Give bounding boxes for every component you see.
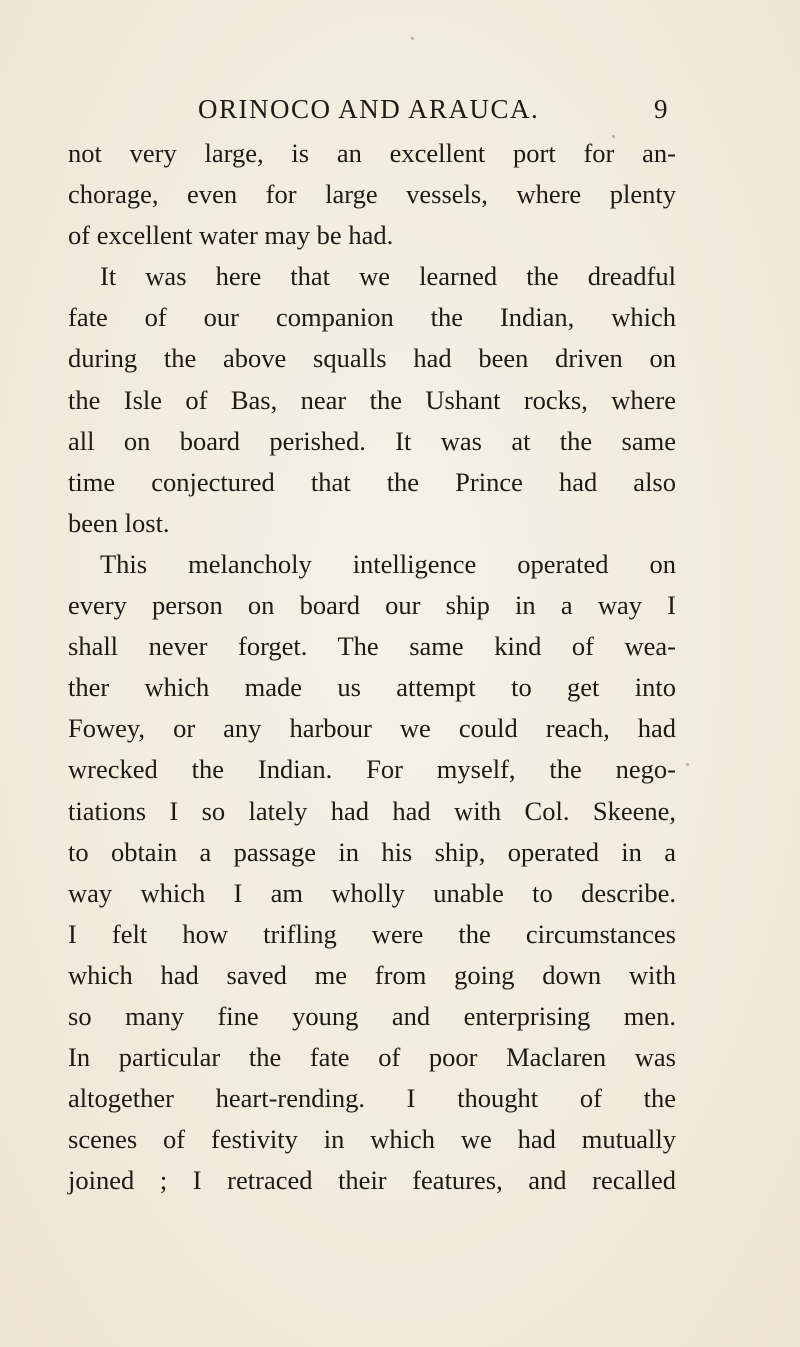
page-header (0, 92, 800, 126)
text-line: all on board perished. It was at the same (68, 425, 676, 456)
text-line: of excellent water may be had. (68, 220, 394, 251)
text-line: shall never forget. The same kind of wea- (68, 631, 676, 662)
text-line: wrecked the Indian. For myself, the nego- (68, 754, 676, 785)
text-line: I felt how trifling were the circumstances (68, 918, 676, 949)
text-line: time conjectured that the Prince had also (68, 466, 676, 497)
text-line: to obtain a passage in his ship, operated in a (68, 836, 676, 867)
text-line: the Isle of Bas, near the Ushant rocks, where (68, 384, 676, 415)
text-line: Fowey, or any harbour we could reach, had (68, 713, 676, 744)
text-line: not very large, is an excellent port for an- (68, 138, 676, 168)
text-line: scenes of festivity in which we had mutually (68, 1124, 676, 1155)
text-line: tiations I so lately had had with Col. Skeene, (68, 795, 676, 826)
text-line: so many fine young and enterprising men. (68, 1000, 676, 1031)
text-line: way which I am wholly unable to describe. (68, 877, 676, 908)
text-line: It was here that we learned the dreadful (100, 261, 676, 292)
paper-speck (612, 135, 615, 138)
page-number: 9 (654, 94, 668, 124)
text-line: which had saved me from going down with (68, 959, 676, 990)
text-line: fate of our companion the Indian, which (68, 302, 676, 333)
paper-speck (686, 763, 689, 766)
text-line: chorage, even for large vessels, where plenty (68, 179, 676, 210)
paper-speck (411, 37, 414, 40)
running-head: ORINOCO AND ARAUCA. (198, 94, 540, 124)
text-line: during the above squalls had been driven on (68, 343, 676, 374)
text-line: every person on board our ship in a way I (68, 590, 676, 621)
text-line: been lost. (68, 507, 170, 538)
text-line: altogether heart-rending. I thought of the (68, 1083, 676, 1114)
text-line: This melancholy intelligence operated on (100, 548, 676, 579)
body-text (68, 133, 676, 1201)
text-line: joined ; I retraced their features, and recalled (68, 1165, 676, 1196)
text-line: In particular the fate of poor Maclaren was (68, 1042, 676, 1073)
text-line: ther which made us attempt to get into (68, 672, 676, 703)
